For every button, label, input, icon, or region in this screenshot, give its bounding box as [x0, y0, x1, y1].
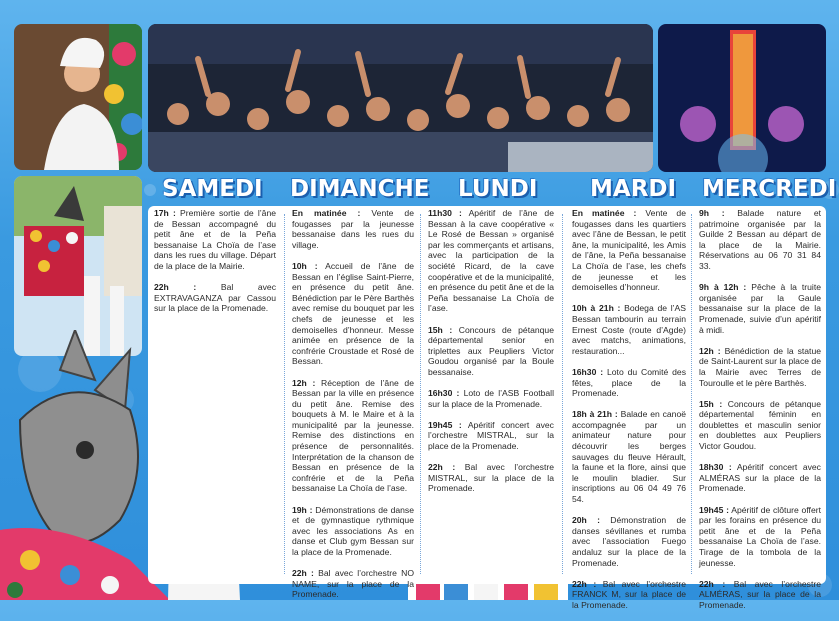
donkey-head-illustration	[0, 330, 170, 600]
event-item: 15h : Concours de pétanque départemental senior en triplettes aux Peupliers Victor Goudou organisé par la Boule bessanaise.	[428, 324, 554, 377]
photo-fairground-ride	[658, 24, 826, 172]
photo-donkey-parade	[14, 176, 142, 356]
event-item: 22h : Bal avec l’orchestre MISTRAL, sur la place de la Promenade.	[428, 462, 554, 494]
photo-concert-crowd	[148, 24, 653, 172]
event-item: En matinée : Vente de fougasses dans les quartiers avec l’âne de Bessan, le petit âne, la municipalité, les Amis de l’âne, la Peña bessanaise La Choïa de l’ase, les chefs de jeunesse et les demoiselles d’honneur.	[572, 208, 686, 293]
column-divider	[562, 214, 563, 574]
event-item: 17h : Première sortie de l’âne de Bessan accompagné du petit âne et de la Peña bessanaise La Choïa de l’ase dans les rues du village. Départ de la place de la Mairie.	[154, 208, 277, 271]
event-item: 19h45 : Apéritif de clôture offert par les forains en présence du petit âne et de la Peña bessanaise La Choïa de l’ase. Tirage de la tombola de la jeunesse.	[699, 504, 821, 568]
event-item: 10h à 21h : Bodega de l’AS Bessan tambourin au terrain Ernest Coste (route d’Agde) avec matchs, animations, restauration...	[572, 303, 687, 356]
event-item: 12h : Bénédiction de la statue de Saint-Laurent sur la place de la Mairie avec Terres de Touroulle et le père Barthès.	[699, 345, 821, 388]
event-item: 19h : Démonstrations de danse et de gymnastique rythmique avec les associations As en danse et Club gym Bessan sur la place de la Promenade.	[292, 504, 415, 557]
event-item: 16h30 : Loto de l’ASB Football sur la place de la Promenade.	[428, 388, 554, 409]
day-title-mardi: MARDI	[590, 176, 677, 202]
event-item: 19h45 : Apéritif concert avec l’orchestre MISTRAL, sur la place de la Promenade.	[428, 419, 554, 452]
event-item: 20h : Démonstration de danses sévillanes et rumba avec l’association Fuego andaluz sur la place de la Promenade.	[572, 515, 686, 568]
column-divider	[284, 214, 285, 574]
column-divider	[420, 214, 421, 574]
event-item: 22h : Bal avec l’orchestre NO NAME, sur la place de la Promenade.	[292, 568, 414, 600]
day-title-lundi: LUNDI	[458, 176, 538, 202]
event-item: 16h30 : Loto du Comité des fêtes, place de la Promenade.	[572, 366, 686, 399]
event-item: 22h : Bal avec l’orchestre FRANCK M, sur la place de la Promenade.	[572, 578, 686, 610]
column-samedi	[154, 208, 276, 325]
event-item: 15h : Concours de pétanque départemental féminin en doublettes et masculin senior en doublettes aux Peupliers Victor Goudou.	[699, 398, 821, 452]
event-item: 18h30 : Apéritif concert avec ALMÉRAS sur la place de la Promenade.	[699, 462, 821, 494]
column-mardi	[572, 208, 686, 621]
event-item: 22h : Bal avec l’orchestre ALMÉRAS, sur la place de la Promenade.	[699, 578, 821, 610]
event-item: 22h : Bal avec EXTRAVAGANZA par Cassou sur la place de la Promenade.	[154, 282, 277, 314]
column-lundi	[428, 208, 554, 505]
day-title-samedi: SAMEDI	[162, 176, 263, 202]
day-title-dimanche: DIMANCHE	[290, 176, 430, 202]
column-divider	[691, 214, 692, 574]
column-dimanche	[292, 208, 414, 611]
event-item: 12h : Réception de l’âne de Bessan par la ville en présence du petit âne. Remise des bouquets à M. le Maire et à la municipalité par la jeunesse. Remise des distinctions en présence de personnalités. Interprétation de la chanson de Bessan en présence de la confrérie et de la Peña bessanaise La Choïa de l’ase.	[292, 377, 414, 494]
event-item: 9h à 12h : Pêche à la truite organisée par la Gaule bessanaise sur la place de la Promenade, suivie d’un apéritif à midi.	[699, 282, 821, 335]
column-mercredi	[699, 208, 821, 621]
event-item: En matinée : Vente de fougasses par la jeunesse bessanaise dans les rues du village.	[292, 208, 414, 250]
event-item: 11h30 : Apéritif de l’âne de Bessan à la cave coopérative « Le Rosé de Bessan » organisé par les commerçants et artisans, avec la participation de la société Ricard, de la cave coopérative et de la municipalité, en présence du petit âne et de la Peña bessanaise La Choïa de l’ase.	[428, 208, 554, 314]
event-item: 18h à 21h : Balade en canoë accompagnée par un animateur nature pour découvrir les berges sauvages du fleuve Hérault, la faune et la flore, ainsi que le moulin bladier. Sur inscriptions au 06 04 49 76 54.	[572, 409, 687, 505]
event-item: 9h : Balade nature et patrimoine organisée par la Guilde 2 Bessan au départ de la place de la Mairie. Réservations au 06 70 31 84 33.	[699, 208, 821, 271]
photo-boy-with-donkey	[14, 24, 142, 170]
day-title-mercredi: MERCREDI	[702, 176, 837, 202]
event-item: 10h : Accueil de l’âne de Bessan en l’église Saint-Pierre, en présence du petit âne. Bénédiction par le Père Barthès avec remise du bouquet par les chefs de jeunesse et les demoiselles d’honneur. Messe animée en présence de la confrérie Croustade et Rosé de Bessan.	[292, 260, 415, 367]
